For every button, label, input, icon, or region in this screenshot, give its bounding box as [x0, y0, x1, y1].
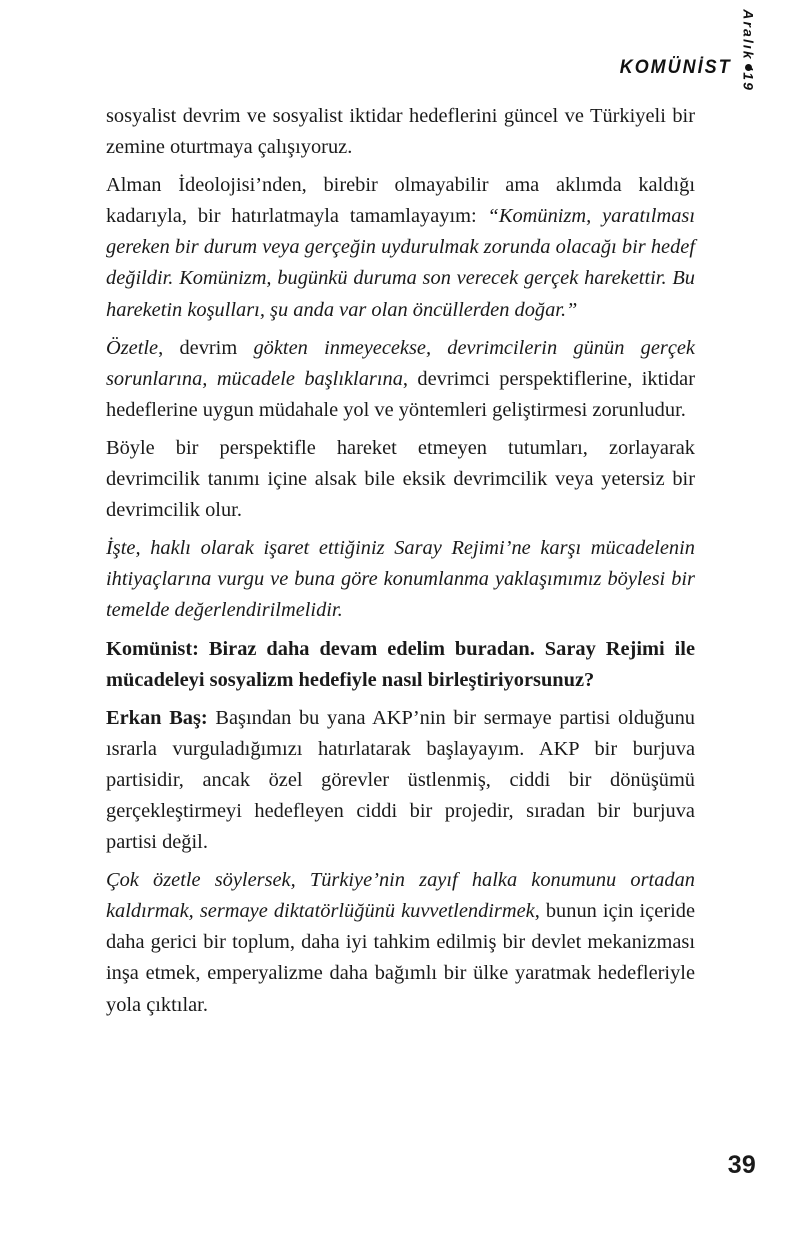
paragraph-8-segment-1: Çok özetle söylersek, Türkiye’nin zayıf halka konumunu ortadan kaldırmak, sermaye diktatörlüğünü kuvvetlendirmek	[106, 869, 695, 923]
paragraph-8-segment-2: , bunun için içeride daha gerici bir toplum, daha iyi tahkim edilmiş bir devlet mekanizması inşa etmek, emperyalizme daha bağımlı bir ülke yaratmak hedefleriyle yola çıktılar.	[106, 900, 695, 1016]
paragraph-2	[106, 170, 695, 325]
running-head-title: KOMÜNİST	[620, 56, 732, 78]
body-text-column	[106, 101, 695, 1021]
interview-answer	[106, 703, 695, 858]
paragraph-5-text: İşte, haklı olarak işaret ettiğiniz Saray Rejimi’ne karşı mücadelenin ihtiyaçlarına vurgu ve buna göre konumlanma yaklaşımımız böylesi bir temelde değerlendirilmelidir.	[106, 537, 695, 622]
answer-text: Başından bu yana AKP’nin bir sermaye partisi olduğunu ısrarla vurguladığımızı hatırlatarak başlayayım. AKP bir burjuva partisidir, ancak özel görevler üstlenmiş, ciddi bir dönüşümü gerçekleştirmeyi hedefleyen ciddi bir projedir, sıradan bir burjuva partisi değil.	[106, 706, 695, 854]
paragraph-3	[106, 333, 695, 426]
paragraph-2-quote: “Komünizm, yaratılması gereken bir durum veya gerçeğin uydurulmak zorunda olacağı bir hedef değildir. Komünizm, bugünkü duruma son verecek gerçek harekettir. Bu hareketin koşulları, şu anda var olan öncüllerden doğar.”	[106, 205, 695, 321]
paragraph-4	[106, 433, 695, 526]
running-head	[610, 56, 752, 79]
answer-speaker-label: Erkan Baş:	[106, 706, 208, 729]
page-number: 39	[727, 1151, 756, 1179]
paragraph-2-lead: Alman İdeolojisi’nden, birebir olmayabilir ama aklımda kaldığı kadarıyla, bir hatırlatmayla tamamlayayım:	[106, 174, 695, 228]
interview-question	[106, 634, 695, 696]
paragraph-1-text: sosyalist devrim ve sosyalist iktidar hedeflerini güncel ve Türkiyeli bir zemine oturtmaya çalışıyoruz.	[106, 105, 695, 159]
paragraph-1	[106, 101, 695, 163]
paragraph-3-segment-3: gökten inmeyecekse, devrimcilerin günün gerçek sorunlarına, mücadele başlıklarına	[106, 336, 695, 390]
paragraph-8	[106, 865, 695, 1020]
question-speaker-label: Komünist:	[106, 637, 199, 660]
paragraph-5	[106, 533, 695, 626]
paragraph-3-segment-4: , devrimci perspektiflerine, iktidar hedeflerine uygun müdahale yol ve yöntemleri geliştirmesi zorunludur.	[106, 367, 695, 421]
question-text: Biraz daha devam edelim buradan. Saray Rejimi ile mücadeleyi sosyalizm hedefiyle nasıl birleştiriyorsunuz?	[106, 637, 695, 691]
paragraph-3-segment-2: , devrim	[158, 336, 254, 359]
paragraph-3-segment-1: Özetle	[106, 336, 159, 359]
paragraph-4-text: Böyle bir perspektifle hareket etmeyen tutumları, zorlayarak devrimcilik tanımı içine alsak bile eksik devrimcilik veya yetersiz bir devrimcilik olur.	[106, 436, 695, 522]
issue-date-label: Aralık '19	[741, 9, 757, 92]
